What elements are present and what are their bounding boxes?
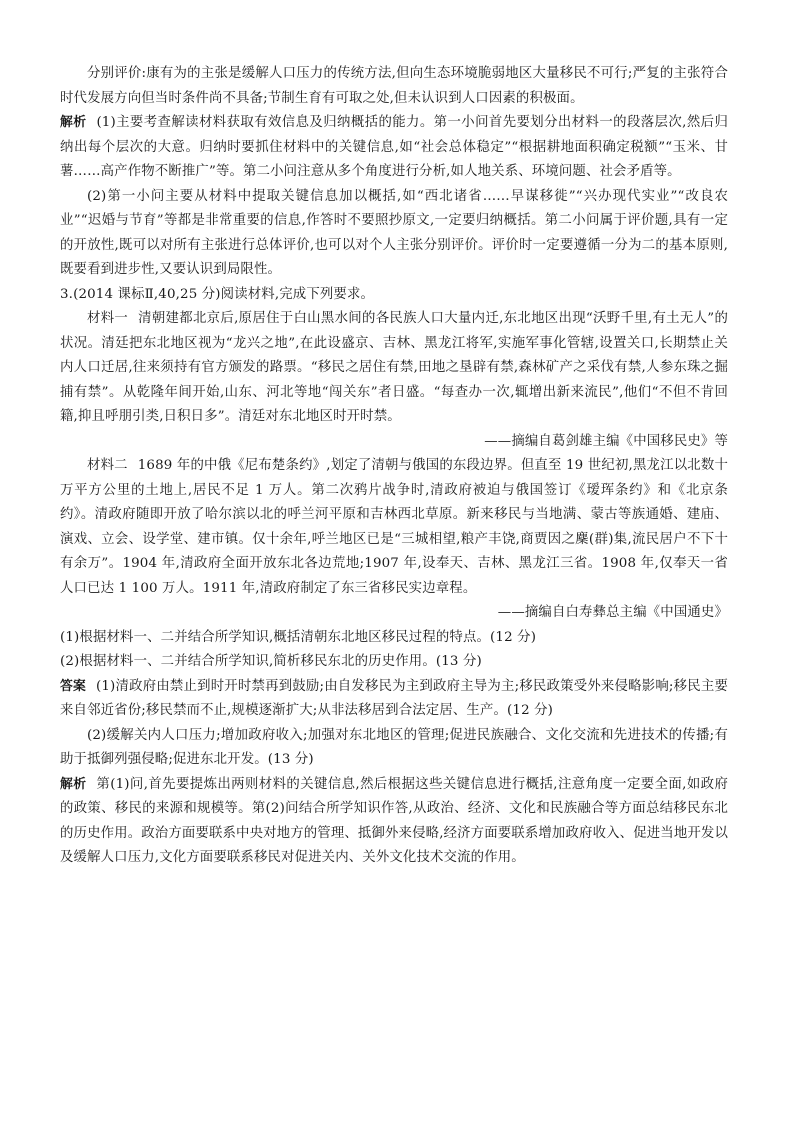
prev-analysis-2: (2)第一小问主要从材料中提取关键信息加以概括,如“西北诸省……早谋移徙”“兴办现代实业”“改良农业”“迟婚与节育”等都是非常重要的信息,作答时不要照抄原文,一定要归纳概括。第二小问属于评价题,具有一定的开放性,既可以对所有主张进行总体评价,也可以对个人主张分别评价。评价时一定要遵循一分为二的基本原则,既要看到进步性,又要认识到局限性。 bbox=[60, 188, 728, 277]
answer-label: 答案 bbox=[60, 678, 87, 694]
document-page bbox=[60, 62, 728, 871]
answer-2: (2)缓解关内人口压力;增加政府收入;加强对东北地区的管理;促进民族融合、文化交流和先进技术的传播;有助于抵御列强侵略;促进东北开发。(13 分) bbox=[60, 727, 728, 767]
answer-1: 答案 (1)清政府由禁止到时开时禁再到鼓励;由自发移民为主到政府主导为主;移民政策受外来侵略影响;移民主要来自邻近省份;移民禁而不止,规模逐渐扩大;从非法移居到合法定居、生产。(12 分) bbox=[60, 678, 728, 718]
prev-analysis-1: 解析 (1)主要考查解读材料获取有效信息及归纳概括的能力。第一小问首先要划分出材料一的段落层次,然后归纳出每个层次的大意。归纳时要抓住材料中的关键信息,如“社会总体稳定”“根据耕地面积确定税额”“玉米、甘薯……高产作物不断推广”等。第二小问注意从多个角度进行分析,如人地关系、环境问题、社会矛盾等。 bbox=[60, 115, 728, 179]
analysis-label-2: 解析 bbox=[60, 776, 87, 792]
sub-question-2: (2)根据材料一、二并结合所学知识,简析移民东北的历史作用。(13 分) bbox=[60, 654, 482, 669]
material-1-label: 材料一 bbox=[87, 311, 129, 326]
material-1: 材料一 清朝建都北京后,原居住于白山黑水间的各民族人口大量内迁,东北地区出现“沃野千里,有土无人”的状况。清廷把东北地区视为“龙兴之地”,在此设盛京、吉林、黑龙江将军,实施军事化管辖,设置关口,长期禁止关内人口迁居,往来须持有官方颁发的路票。“移民之居住有禁,田地之垦辟有禁,森林矿产之采伐有禁,人参东珠之掘捕有禁”。从乾隆年间开始,山东、河北等地“闯关东”者日盛。“每查办一次,辄增出新来流民”,他们“不但不肯回籍,抑且呼朋引类,日积日多”。清廷对东北地区时开时禁。 bbox=[60, 311, 728, 424]
analysis-paragraph: 解析 第(1)问,首先要提炼出两则材料的关键信息,然后根据这些关键信息进行概括,注意角度一定要全面,如政府的政策、移民的来源和规模等。第(2)问结合所学知识作答,从政治、经济、文化和民族融合等方面总结移民东北的历史作用。政治方面要联系中央对地方的管理、抵御外来侵略,经济方面要联系增加政府收入、促进当地开发以及缓解人口压力,文化方面要联系移民对促进关内、关外文化技术交流的作用。 bbox=[60, 776, 728, 865]
material-2-source: ——摘编自白寿彝总主编《中国通史》 bbox=[497, 605, 728, 620]
material-1-source: ——摘编自葛剑雄主编《中国移民史》等 bbox=[484, 433, 728, 449]
analysis-label: 解析 bbox=[60, 115, 87, 130]
question-header: 3.(2014 课标Ⅱ,40,25 分)阅读材料,完成下列要求。 bbox=[60, 286, 375, 302]
sub-question-1: (1)根据材料一、二并结合所学知识,概括清朝东北地区移民过程的特点。(12 分) bbox=[60, 629, 537, 645]
prev-evaluation: 分别评价:康有为的主张是缓解人口压力的传统方法,但向生态环境脆弱地区大量移民不可行;严复的主张符合时代发展方向但当时条件尚不具备;节制生育有可取之处,但未认识到人口因素的积极面。 bbox=[60, 66, 728, 106]
material-2-label: 材料二 bbox=[87, 458, 128, 473]
material-2: 材料二 1689 年的中俄《尼布楚条约》,划定了清朝与俄国的东段边界。但直至 19 世纪初,黑龙江以北数十万平方公里的土地上,居民不足 1 万人。第二次鸦片战争时,清政府被迫与俄国签订《瑷珲条约》和《北京条约》。清政府随即开放了哈尔滨以北的呼兰河平原和吉林西北草原。新来移民与当地满、蒙古等族通婚、建庙、演戏、立会、设学堂、建市镇。仅十余年,呼兰地区已是“三城相望,粮产丰饶,商贾因之麇(群)集,流民居户不下十有余万”。1904 年,清政府全面开放东北各边荒地;1907 年,设奉天、吉林、黑龙江三省。1908 年,仅奉天一省人口已达 1 100 万人。1911 年,清政府制定了东三省移民实边章程。 bbox=[60, 458, 729, 596]
